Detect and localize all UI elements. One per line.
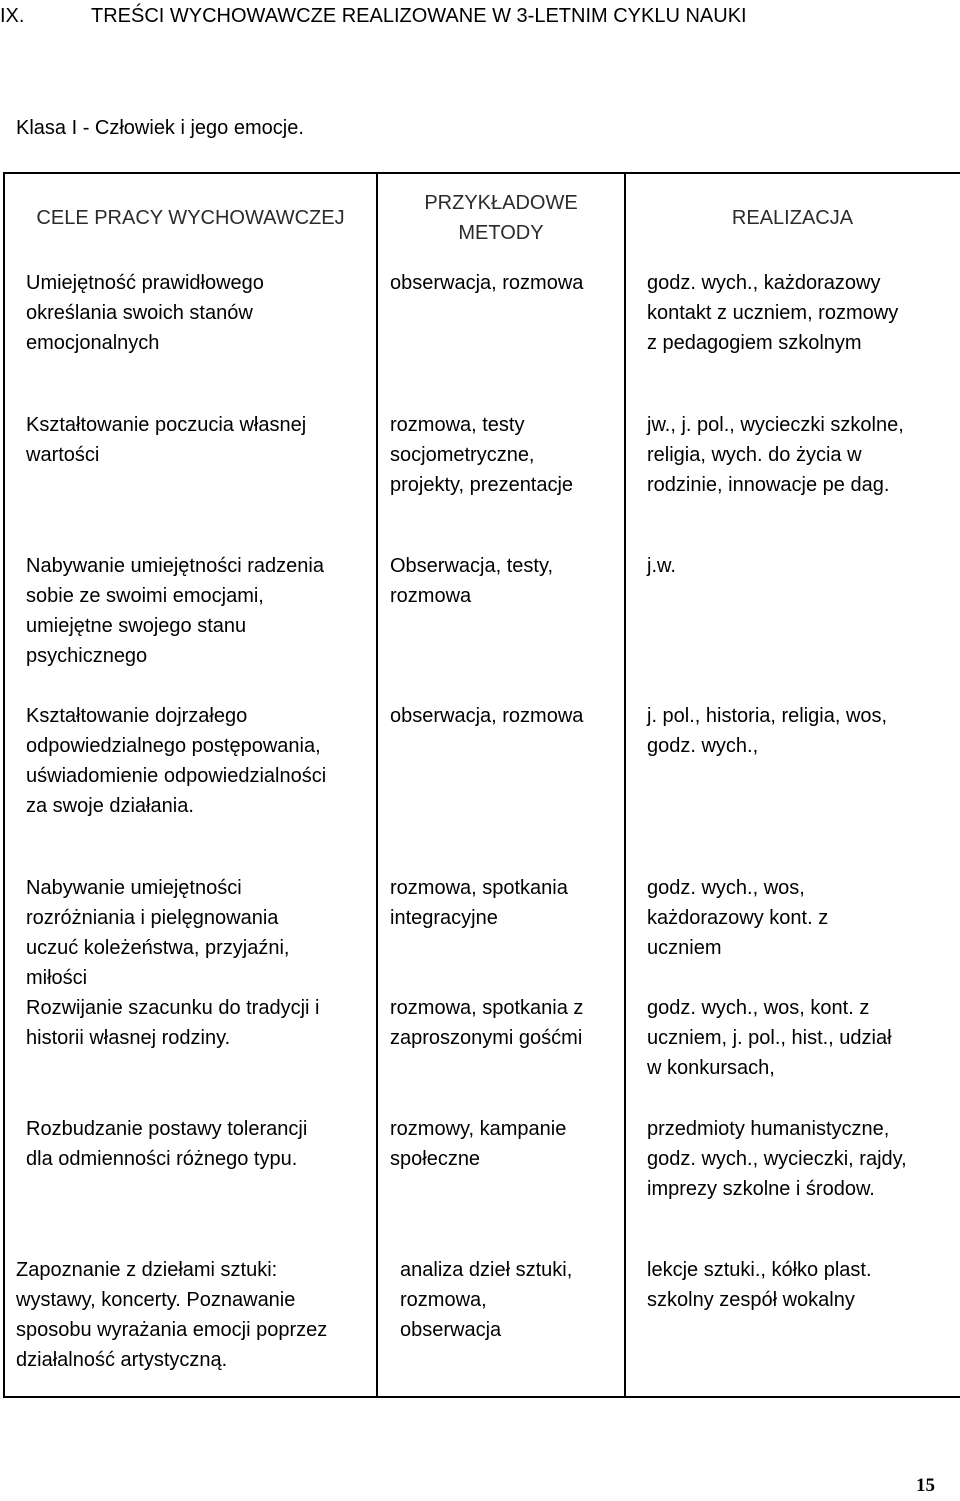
class-subtitle: Klasa I - Człowiek i jego emocje. [16, 117, 304, 139]
cell-cele: Kształtowanie poczucia własnej wartości [26, 414, 307, 466]
cell-metody: rozmowy, kampanie społeczne [390, 1118, 567, 1170]
cell-realizacja: godz. wych., każdorazowy kontakt z uczniem, rozmowy z pedagogiem szkolnym [647, 272, 899, 354]
cell-metody: obserwacja, rozmowa [390, 705, 584, 727]
cell-realizacja: lekcje sztuki., kółko plast. szkolny zespół wokalny [647, 1259, 872, 1311]
cell-realizacja: j.w. [647, 555, 676, 577]
section-number: IX. [0, 5, 25, 27]
cell-realizacja: godz. wych., wos, kont. z uczniem, j. pol., hist., udział w konkursach, [647, 997, 892, 1079]
cell-cele: Kształtowanie dojrzałego odpowiedzialnego postępowania, uświadomienie odpowiedzialności za swoje działania. [26, 705, 327, 817]
cell-metody: analiza dzieł sztuki, rozmowa, obserwacja [400, 1259, 573, 1341]
header-cele: CELE PRACY WYCHOWAWCZEJ [36, 207, 345, 229]
cell-metody: Obserwacja, testy, rozmowa [390, 555, 554, 607]
cell-metody: rozmowa, testy socjometryczne, projekty, prezentacje [390, 414, 574, 496]
cell-cele: Zapoznanie z dziełami sztuki: wystawy, koncerty. Poznawanie sposobu wyrażania emocji poprzez działalność artystyczną. [16, 1259, 328, 1371]
section-title: TREŚCI WYCHOWAWCZE REALIZOWANE W 3-LETNIM CYKLU NAUKI [91, 5, 747, 27]
cell-metody: obserwacja, rozmowa [390, 272, 584, 294]
cell-cele: Nabywanie umiejętności radzenia sobie ze swoimi emocjami, umiejętne swojego stanu psychicznego [26, 555, 324, 667]
cell-metody: rozmowa, spotkania integracyjne [390, 877, 568, 929]
cell-realizacja: przedmioty humanistyczne, godz. wych., wycieczki, rajdy, imprezy szkolne i środow. [647, 1118, 907, 1200]
header-realizacja: REALIZACJA [731, 207, 854, 229]
cell-cele: Umiejętność prawidłowego określania swoich stanów emocjonalnych [26, 272, 264, 354]
page-number: 15 [916, 1475, 935, 1496]
cell-cele: Rozbudzanie postawy tolerancji dla odmienności różnego typu. [26, 1118, 308, 1170]
cell-realizacja: j. pol., historia, religia, wos, godz. wych., [647, 705, 888, 757]
header-metody: PRZYKŁADOWE METODY [424, 192, 578, 244]
cell-realizacja: jw., j. pol., wycieczki szkolne, religia, wych. do życia w rodzinie, innowacje pe dag. [647, 414, 904, 496]
cell-metody: rozmowa, spotkania z zaproszonymi gośćmi [390, 997, 584, 1049]
cell-cele: Nabywanie umiejętności rozróżniania i pielęgnowania uczuć koleżeństwa, przyjaźni, miłości [26, 877, 290, 989]
cell-realizacja: godz. wych., wos, każdorazowy kont. z uczniem [647, 877, 829, 959]
cell-cele: Rozwijanie szacunku do tradycji i historii własnej rodziny. [26, 997, 320, 1049]
